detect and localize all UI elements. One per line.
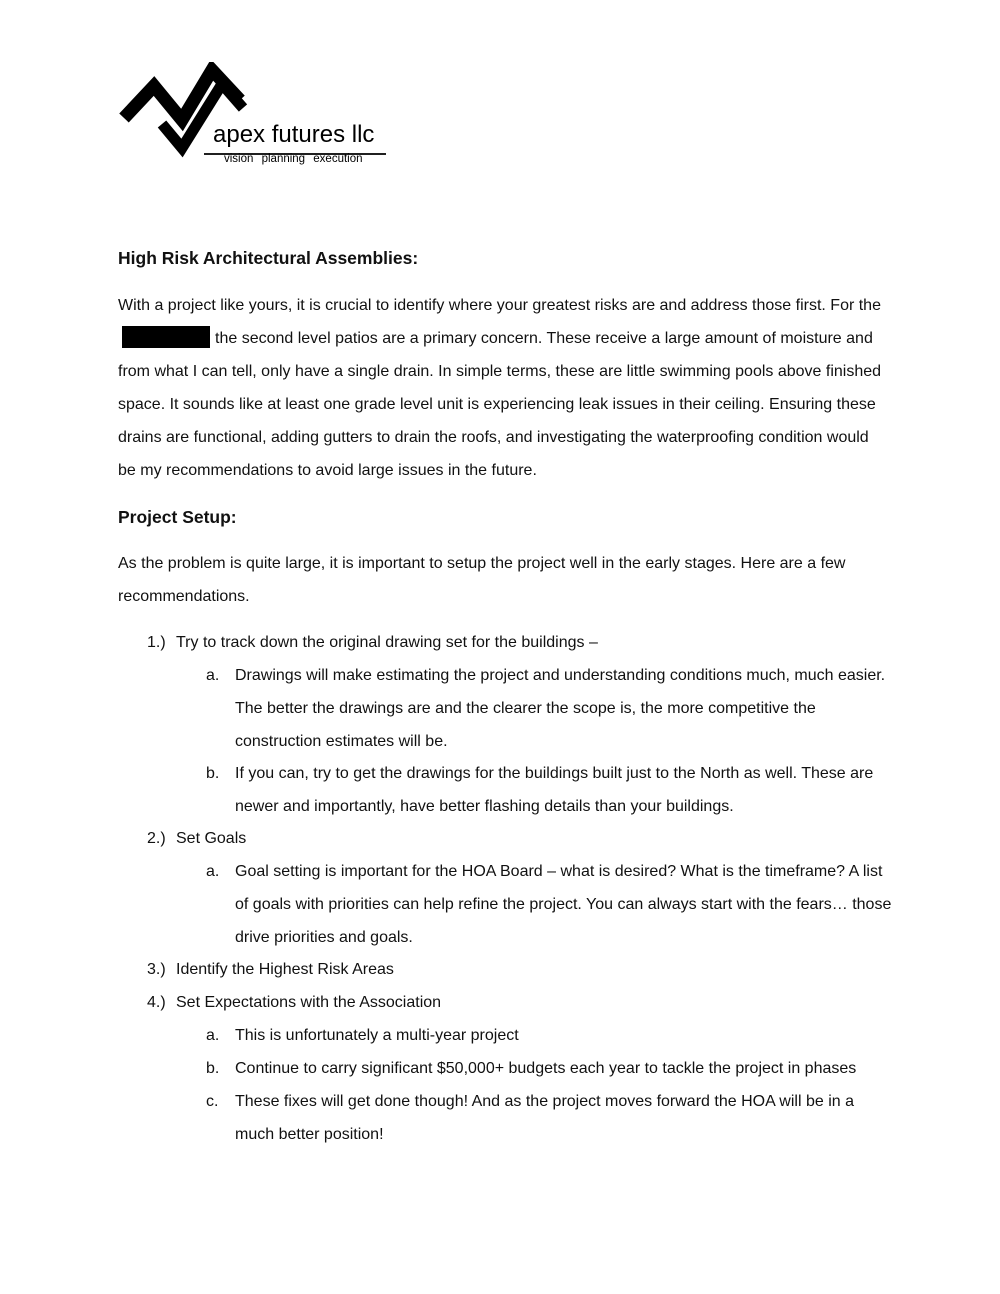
sub-letter: a.: [206, 1027, 220, 1044]
sub-text: Continue to carry significant $50,000+ budgets each year to tackle the project in phases: [235, 1060, 857, 1077]
sub-letter: b.: [206, 1060, 220, 1077]
sub-letter: a.: [206, 667, 220, 684]
heading-project-setup: Project Setup:: [118, 507, 237, 527]
heading-high-risk: High Risk Architectural Assemblies:: [118, 248, 419, 268]
company-logo: [118, 62, 390, 172]
sub-text: Goal setting is important for the HOA Board – what is desired? What is the timeframe? A list of goals with priorities can help refine the project. You can always start with the fears… those drive priorities and goals.: [235, 863, 892, 946]
paragraph-high-risk-start: With a project like yours, it is crucial to identify where your greatest risks are and address those first. For the: [118, 297, 881, 314]
paragraph-high-risk-end: the second level patios are a primary concern. These receive a large amount of moisture and from what I can tell, only have a single drain. In simple terms, these are little swimming pools above finished space. It sounds like at least one grade level unit is experiencing leak issues in their ceiling. Ensuring these drains are functional, adding gutters to drain the roofs, and investigating the waterproofing condition would be my recommendations to avoid large issues in the future.: [118, 330, 882, 479]
redaction-block: [122, 326, 210, 348]
sub-letter: b.: [206, 765, 220, 782]
sub-letter: a.: [206, 863, 220, 880]
list-number: 4.): [147, 994, 166, 1011]
list-text: Set Goals: [176, 830, 247, 847]
sub-text: These fixes will get done though! And as the project moves forward the HOA will be in a much better position!: [235, 1093, 854, 1143]
paragraph-high-risk: [118, 289, 888, 487]
logo-tagline: vision planning execution: [224, 153, 363, 165]
paragraph-project-setup: As the problem is quite large, it is important to setup the project well in the early stages. Here are a few recommendations.: [118, 555, 846, 605]
list-number: 2.): [147, 830, 166, 847]
list-number: 1.): [147, 634, 166, 651]
logo-company-name: apex futures llc: [213, 121, 375, 148]
sub-text: This is unfortunately a multi-year project: [235, 1027, 519, 1044]
list-text: Identify the Highest Risk Areas: [176, 961, 394, 978]
list-text: Set Expectations with the Association: [176, 994, 442, 1011]
sub-letter: c.: [206, 1093, 219, 1110]
list-text: Try to track down the original drawing set for the buildings –: [176, 634, 598, 651]
sub-text: Drawings will make estimating the project and understanding conditions much, much easier. The better the drawings are and the clearer the scope is, the more competitive the construction estimates will be.: [235, 667, 886, 750]
list-number: 3.): [147, 961, 166, 978]
sub-text: If you can, try to get the drawings for the buildings built just to the North as well. These are newer and importantly, have better flashing details than your buildings.: [235, 765, 874, 815]
